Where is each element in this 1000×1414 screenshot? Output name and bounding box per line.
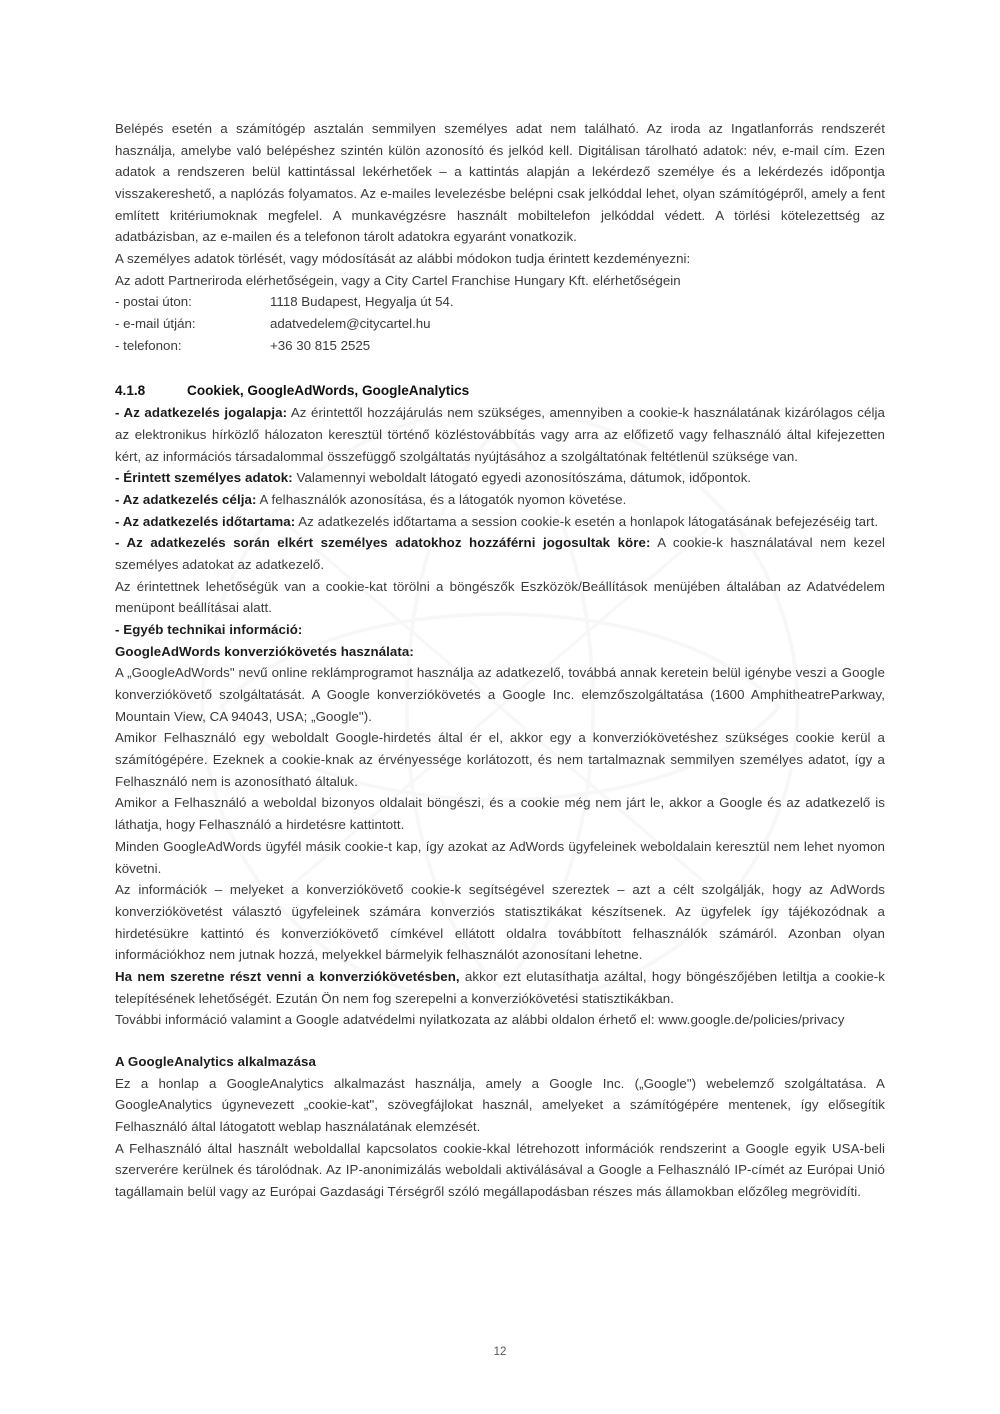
- text-legal-basis: Az érintettől hozzájárulás nem szükséges, amennyiben a cookie-k használatának kizárólagos célja az elektronikus hírközlő hálozaton keresztül történő közléstovábbítás vagy arra az előfizető vagy felhasználó által kifejezetten kért, az információs társadalommal összefüggő szolgáltatás nyújtásához a szolgáltatónak feltétlenül szüksége van.: [115, 405, 885, 464]
- label-access-rights: - Az adatkezelés során elkért személyes adatokhoz hozzáférni jogosultak köre:: [115, 535, 651, 551]
- contact-value-phone: +36 30 815 2525: [270, 337, 371, 353]
- section-title: Cookiek, GoogleAdWords, GoogleAnalytics: [187, 383, 470, 399]
- text-duration: Az adatkezelés időtartama a session cookie-k esetén a honlapok látogatásának befejezéséig tart.: [295, 513, 879, 529]
- paragraph-purpose: [115, 489, 885, 511]
- paragraph-adwords-4: Minden GoogleAdWords ügyfél másik cookie-t kap, így azokat az AdWords ügyfeleinek weboldalain keresztül nem lehet nyomon követni.: [115, 838, 885, 876]
- text-access-rights: A cookie-k használatával nem kezel személyes adatokat az adatkezelő.: [115, 535, 885, 573]
- paragraph-analytics-2: A Felhasználó által használt weboldallal kapcsolatos cookie-kkal létrehozott információk rendszerint a Google egyik USA-beli szerverére kerülnek és tárolódnak. Az IP-anonimizálás weboldali aktiválásával a Google a Felhasználó IP-címét az Európai Unió tagállamain belül vagy az Európai Gazdasági Térségről szóló megállapodásban részes más államokban előzőleg megrövidíti.: [115, 1140, 885, 1199]
- paragraph-entry-security: Belépés esetén a számítógép asztalán semmilyen személyes adat nem található. Az iroda az Ingatlanforrás rendszerét használja, amelybe való belépéshez szintén külön azonosító és jelkód kell. Digitálisan tárolható adatok: név, e-mail cím. Ezen adatok a rendszeren belül kattintással lekérhetőek – a kattintás alapján a lekérdező személye és a lekérdezés időpontja visszakereshető, a naplózás folyamatos. Az e-mailes levelezésbe belépni csak jelkóddal lehet, olyan számítógépről, amely a fent említett kritériumoknak megfelel. A munkavégzésre használt mobiltelefon jelkóddal védett. A törlési kötelezettség az adatbázisban, az e-mailen és a telefonon tárolt adatokra egyaránt vonatkozik.: [115, 121, 885, 245]
- subheading-adwords-conversion: GoogleAdWords konverziókövetés használata:: [115, 643, 414, 659]
- contact-label-email: - e-mail útján:: [115, 316, 196, 332]
- paragraph-access-rights: [115, 532, 885, 575]
- contact-row-postal: [115, 291, 885, 313]
- paragraph-adwords-3: Amikor a Felhasználó a weboldal bizonyos oldalait böngészi, és a cookie még nem járt le, akkor a Google és az adatkezelő is láthatja, hogy Felhasználó a hirdetésre kattintott.: [115, 795, 885, 833]
- subheading-google-analytics: A GoogleAnalytics alkalmazása: [115, 1053, 316, 1069]
- paragraph-legal-basis: [115, 402, 885, 467]
- contact-row-phone: [115, 335, 885, 357]
- paragraph-duration: [115, 511, 885, 533]
- paragraph-adwords-2: Amikor Felhasználó egy weboldalt Google-hirdetés által ér el, akkor egy a konverziókövetéshez szükséges cookie kerül a számítógépére. Ezeknek a cookie-knak az érvényessége korlátozott, és nem tartalmaznak semmilyen személyes adatot, így a Felhasználó nem is azonosítható általuk.: [115, 730, 885, 789]
- section-heading-cookies: [115, 383, 885, 398]
- paragraph-browser-settings: Az érintettnek lehetőségük van a cookie-kat törölni a böngészők Eszközök/Beállítások menüjében általában az Adatvédelem menüpont beállításai alatt.: [115, 578, 885, 616]
- contact-label-phone: - telefonon:: [115, 337, 182, 353]
- paragraph-deletion-intro: A személyes adatok törlését, vagy módosítását az alábbi módokon tudja érintett kezdeményezni:: [115, 251, 691, 267]
- paragraph-analytics-1: Ez a honlap a GoogleAnalytics alkalmazást használja, amely a Google Inc. („Google") webelemző szolgáltatása. A GoogleAnalytics úgynevezett „cookie-kat", szövegfájlokat használ, amelyeket a számítógépére mentenek, így elősegítik Felhasználó által látogatott weblap használatának elemzését.: [115, 1075, 885, 1134]
- label-purpose: - Az adatkezelés célja:: [115, 492, 257, 508]
- page-content: [115, 118, 885, 1203]
- contact-row-email: [115, 313, 885, 335]
- label-legal-basis: - Az adatkezelés jogalapja:: [115, 405, 288, 421]
- paragraph-more-info: További információ valamint a Google adatvédelmi nyilatkozata az alábbi oldalon érhető el: www.google.de/policies/privacy: [115, 1012, 845, 1028]
- label-data-scope: - Érintett személyes adatok:: [115, 470, 293, 486]
- text-purpose: A felhasználók azonosítása, és a látogatók nyomon követése.: [256, 492, 627, 508]
- paragraph-opt-out: [115, 966, 885, 1009]
- label-other-technical-info: - Egyéb technikai információ:: [115, 622, 303, 638]
- text-opt-out: akkor ezt elutasíthatja azáltal, hogy böngészőjében letiltja a cookie-k telepítésének lehetőségét. Ezután Ön nem fog szerepelni a konverziókövetési statisztikákban.: [115, 968, 885, 1006]
- paragraph-adwords-5: Az információk – melyeket a konverziókövető cookie-k segítségével szereztek – azt a célt szolgálják, hogy az AdWords konverziókövetést választó ügyfeleinek számára konverziós statisztikákat készítsenek. Az ügyfelek így tájékozódnak a hirdetésükre kattintó és konverziókövető címkével ellátott oldalra továbbított felhasználók számáról. Azonban olyan információkhoz nem jutnak hozzá, melyekkel bármelyik felhasználót azonosítani lehetne.: [115, 882, 885, 963]
- contact-value-postal: 1118 Budapest, Hegyalja út 54.: [270, 294, 454, 310]
- contact-value-email: adatvedelem@citycartel.hu: [270, 316, 431, 332]
- label-duration: - Az adatkezelés időtartama:: [115, 513, 296, 529]
- label-opt-out: Ha nem szeretne részt venni a konverziókövetésben,: [115, 968, 460, 984]
- page-number: 12: [493, 1346, 507, 1358]
- paragraph-adwords-1: A „GoogleAdWords" nevű online reklámprogramot használja az adatkezelő, továbbá annak keretein belül igénybe veszi a Google konverziókövető szolgáltatását. A Google konverziókövetés a Google Inc. elemzőszolgáltatása (1600 AmphitheatreParkway, Mountain View, CA 94043, USA; „Google").: [115, 665, 885, 724]
- text-data-scope: Valamennyi weboldalt látogató egyedi azonosítószáma, dátumok, időpontok.: [292, 470, 752, 486]
- section-number: 4.1.8: [115, 383, 146, 399]
- paragraph-data-scope: [115, 467, 885, 489]
- paragraph-partner-contact: Az adott Partneriroda elérhetőségein, vagy a City Cartel Franchise Hungary Kft. elérhetőségein: [115, 272, 681, 288]
- contact-label-postal: - postai úton:: [115, 294, 192, 310]
